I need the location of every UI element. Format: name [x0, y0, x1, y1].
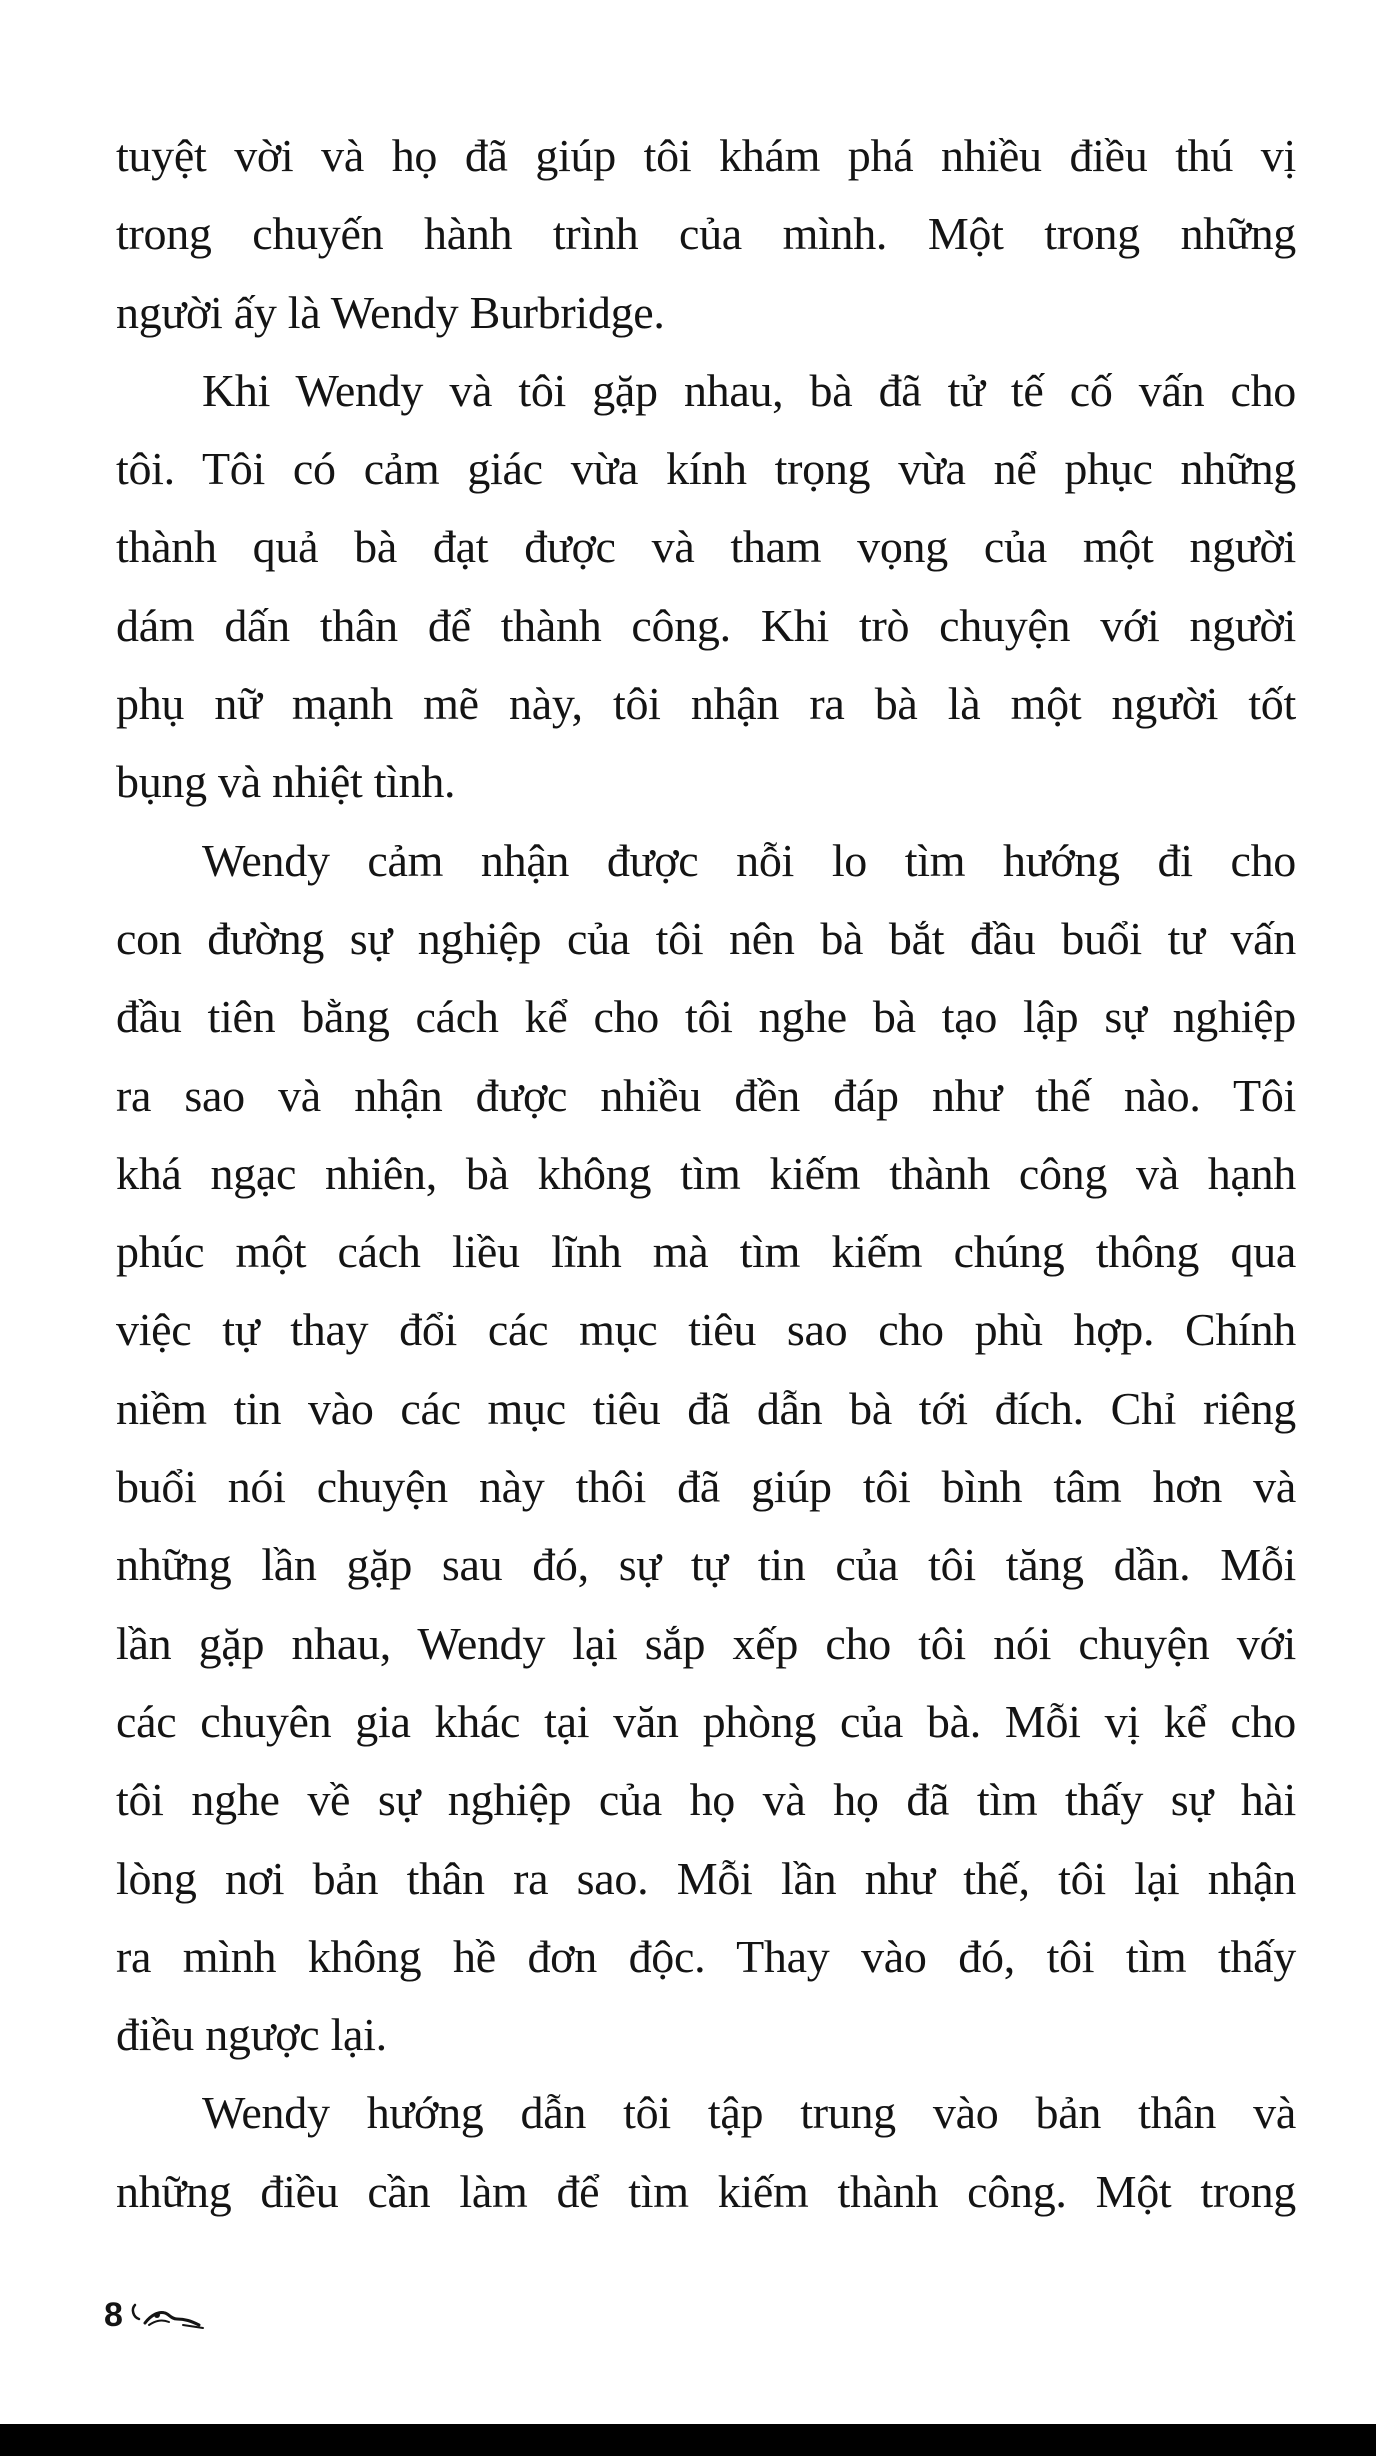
- text-line: người ấy là Wendy Burbridge.: [116, 286, 665, 338]
- text-line: khá ngạc nhiên, bà không tìm kiếm thành công và hạnh: [116, 1147, 1296, 1199]
- text-line: ra mình không hề đơn độc. Thay vào đó, tôi tìm thấy: [116, 1930, 1296, 1982]
- page-footer: [104, 2290, 209, 2340]
- text-line: điều ngược lại.: [116, 2009, 387, 2061]
- text-line: ra sao và nhận được nhiều đền đáp như thế nào. Tôi: [116, 1069, 1296, 1121]
- text-line: lần gặp nhau, Wendy lại sắp xếp cho tôi nói chuyện với: [116, 1617, 1296, 1669]
- text-line: dám dấn thân để thành công. Khi trò chuyện với người: [116, 599, 1296, 651]
- text-line: tôi. Tôi có cảm giác vừa kính trọng vừa nể phục những: [116, 443, 1296, 495]
- text-line: phụ nữ mạnh mẽ này, tôi nhận ra bà là một người tốt: [116, 678, 1296, 730]
- text-line: các chuyên gia khác tại văn phòng của bà. Mỗi vị kể cho: [116, 1695, 1296, 1747]
- paragraph-first-line: Wendy hướng dẫn tôi tập trung vào bản thân và: [202, 2087, 1296, 2139]
- quill-ornament-icon: [129, 2295, 209, 2335]
- text-line: tuyệt vời và họ đã giúp tôi khám phá nhiều điều thú vị: [116, 130, 1296, 181]
- text-line: việc tự thay đổi các mục tiêu sao cho phù hợp. Chính: [116, 1304, 1296, 1356]
- text-line: phúc một cách liều lĩnh mà tìm kiếm chúng thông qua: [116, 1226, 1296, 1278]
- body-text: [116, 117, 1296, 2231]
- text-line: thành quả bà đạt được và tham vọng của một người: [116, 521, 1296, 573]
- paragraph-first-line: Wendy cảm nhận được nỗi lo tìm hướng đi cho: [202, 834, 1296, 886]
- text-line: con đường sự nghiệp của tôi nên bà bắt đầu buổi tư vấn: [116, 912, 1296, 964]
- text-line: lòng nơi bản thân ra sao. Mỗi lần như thế, tôi lại nhận: [116, 1852, 1296, 1904]
- page-number: 8: [104, 2295, 123, 2334]
- text-line: những lần gặp sau đó, sự tự tin của tôi tăng dần. Mỗi: [116, 1539, 1296, 1591]
- text-line: tôi nghe về sự nghiệp của họ và họ đã tìm thấy sự hài: [116, 1774, 1296, 1826]
- text-line: trong chuyến hành trình của mình. Một trong những: [116, 208, 1296, 260]
- text-line: những điều cần làm để tìm kiếm thành công. Một trong: [116, 2165, 1296, 2217]
- text-line: niềm tin vào các mục tiêu đã dẫn bà tới đích. Chỉ riêng: [116, 1382, 1296, 1434]
- text-line: buổi nói chuyện này thôi đã giúp tôi bình tâm hơn và: [116, 1461, 1296, 1513]
- text-line: bụng và nhiệt tình.: [116, 756, 456, 808]
- text-line: đầu tiên bằng cách kể cho tôi nghe bà tạo lập sự nghiệp: [116, 991, 1296, 1043]
- paragraph-first-line: Khi Wendy và tôi gặp nhau, bà đã tử tế cố vấn cho: [202, 364, 1296, 416]
